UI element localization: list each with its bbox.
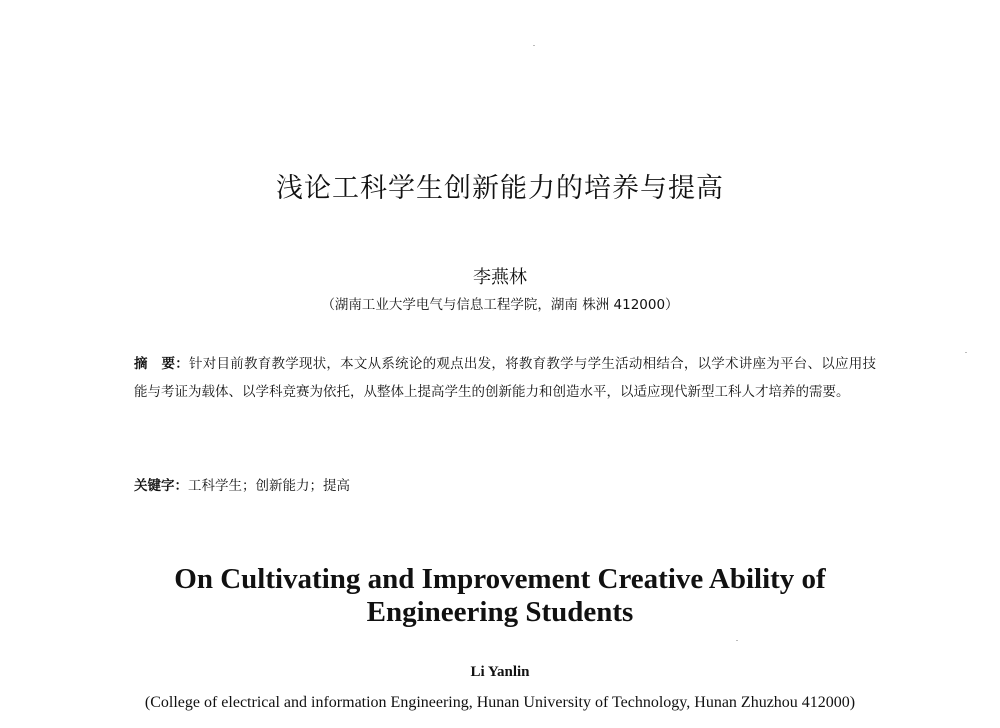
scan-speck bbox=[533, 45, 535, 46]
scan-speck bbox=[736, 640, 738, 641]
chinese-abstract bbox=[134, 350, 876, 406]
keywords-text: 工科学生；创新能力；提高 bbox=[188, 478, 350, 494]
chinese-affiliation: （湖南工业大学电气与信息工程学院，湖南 株洲 412000） bbox=[321, 297, 679, 313]
english-affiliation: (College of electrical and information Engineering, Hunan University of Technology, Hunan Zhuzhou 412000) bbox=[144, 694, 856, 711]
english-title bbox=[0, 563, 1000, 629]
abstract-text: 针对目前教育教学现状，本文从系统论的观点出发，将教育教学与学生活动相结合，以学术讲座为平台、以应用技能与考证为载体、以学科竞赛为依托，从整体上提高学生的创新能力和创造水平，以适应现代新型工科人才培养的需要。 bbox=[134, 356, 877, 400]
chinese-keywords bbox=[134, 475, 876, 497]
english-title-line1: On Cultivating and Improvement Creative Ability of bbox=[174, 563, 826, 595]
keywords-label: 关键字： bbox=[134, 478, 188, 494]
english-author: Li Yanlin bbox=[470, 664, 530, 680]
chinese-author: 李燕林 bbox=[473, 267, 527, 288]
abstract-label: 摘 要： bbox=[134, 356, 189, 372]
scan-speck bbox=[965, 352, 967, 353]
chinese-title: 浅论工科学生创新能力的培养与提高 bbox=[276, 173, 724, 204]
english-title-line2: Engineering Students bbox=[366, 596, 634, 628]
